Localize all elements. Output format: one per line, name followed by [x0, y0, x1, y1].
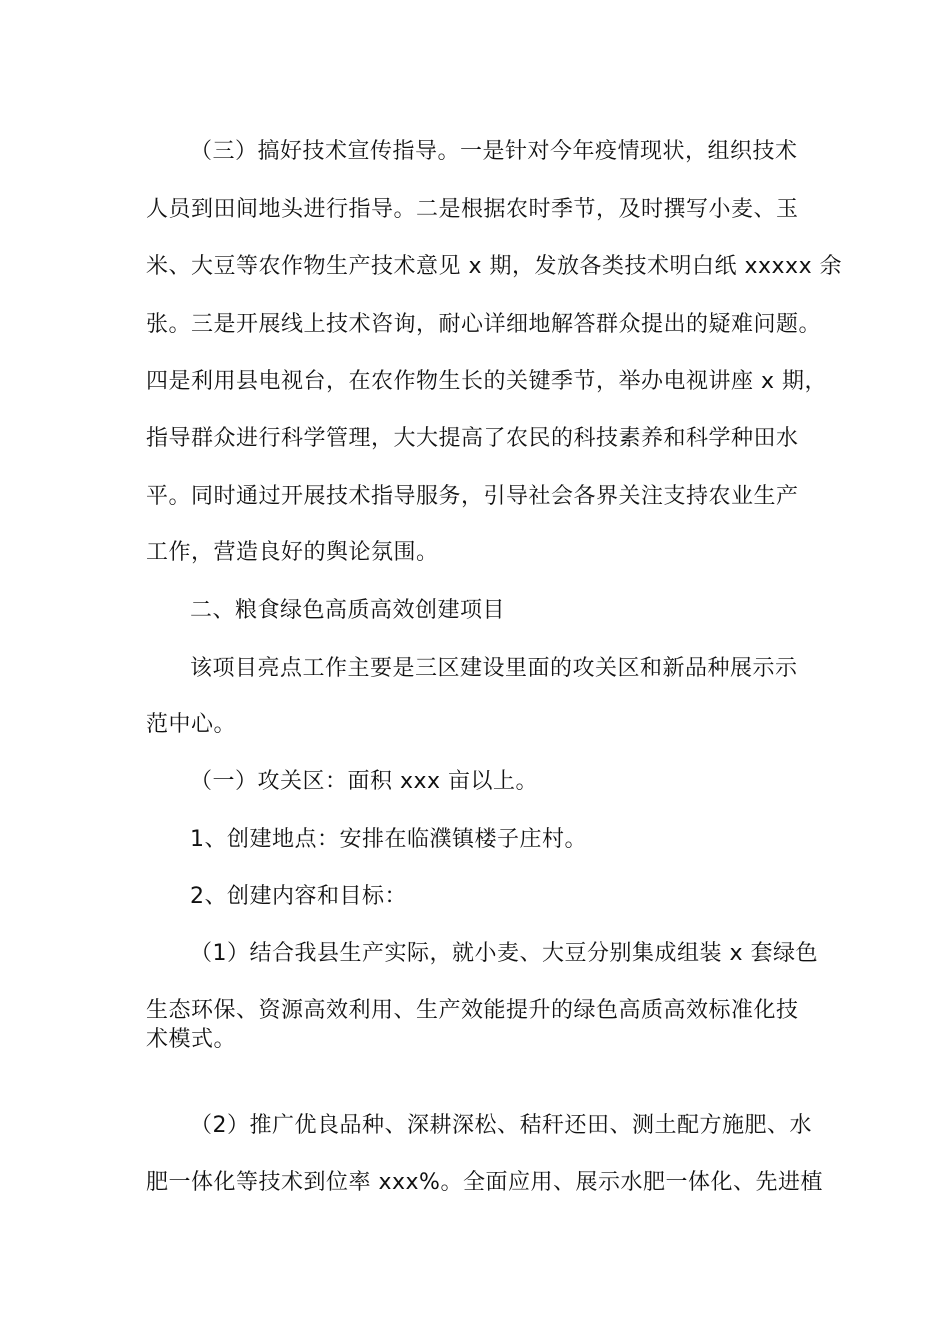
text-line: （1）结合我县生产实际，就小麦、大豆分别集成组装 x 套绿色 [190, 941, 819, 966]
text-line: 2、创建内容和目标： [190, 884, 407, 909]
text-line: 平。同时通过开展技术指导服务，引导社会各界关注支持农业生产 [146, 484, 799, 509]
text-line: 肥一体化等技术到位率 xxx%。全面应用、展示水肥一体化、先进植 [146, 1170, 823, 1195]
text-line: （2）推广优良品种、深耕深松、秸秆还田、测土配方施肥、水 [190, 1113, 812, 1138]
text-line: 工作，营造良好的舆论氛围。 [146, 540, 439, 565]
text-line: （三）搞好技术宣传指导。一是针对今年疫情现状，组织技术 [190, 139, 798, 164]
text-line: 术模式。 [146, 1027, 237, 1052]
text-line: 张。三是开展线上技术咨询，耐心详细地解答群众提出的疑难问题。 [146, 312, 822, 337]
subsection-heading: （一）攻关区：面积 xxx 亩以上。 [190, 769, 539, 794]
text-line: 该项目亮点工作主要是三区建设里面的攻关区和新品种展示示 [190, 656, 798, 681]
text-line: 指导群众进行科学管理，大大提高了农民的科技素养和科学种田水 [146, 426, 799, 451]
text-line: 范中心。 [146, 712, 237, 737]
text-line: 人员到田间地头进行指导。二是根据农时季节，及时撰写小麦、玉 [146, 197, 799, 222]
text-line: 1、创建地点：安排在临濮镇楼子庄村。 [190, 827, 587, 852]
section-heading: 二、粮食绿色高质高效创建项目 [190, 598, 506, 623]
text-line: 生态环保、资源高效利用、生产效能提升的绿色高质高效标准化技 [146, 998, 799, 1023]
text-line: 四是利用县电视台，在农作物生长的关键季节，举办电视讲座 x 期， [146, 369, 828, 394]
text-line: 米、大豆等农作物生产技术意见 x 期，发放各类技术明白纸 xxxxx 余 [146, 254, 843, 279]
